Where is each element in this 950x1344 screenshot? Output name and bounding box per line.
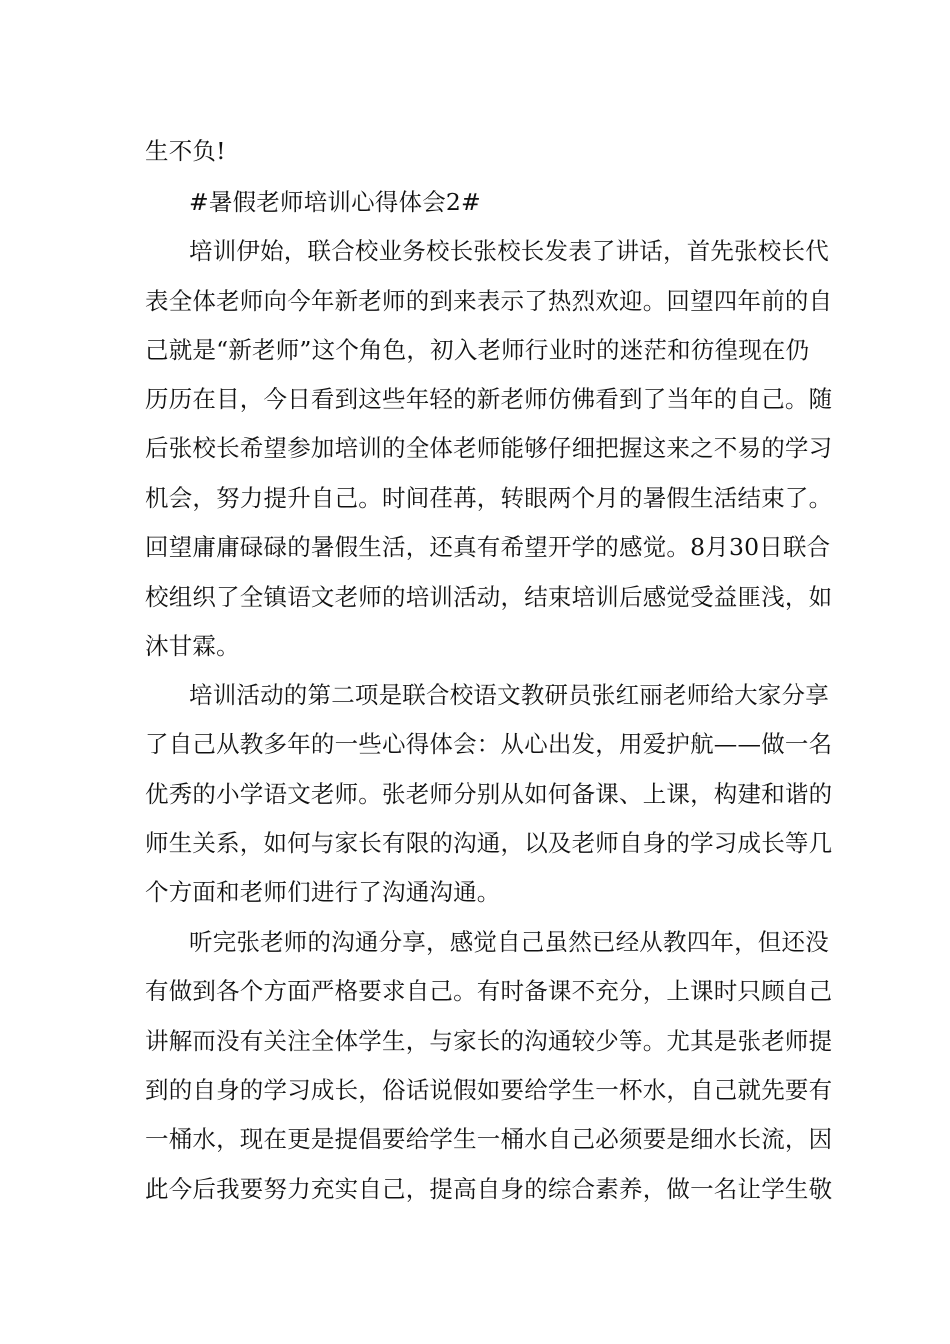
text-line: 机会，努力提升自己。时间荏苒，转眼两个月的暑假生活结束了。: [145, 484, 833, 512]
text-line: 历历在目，今日看到这些年轻的新老师仿佛看到了当年的自己。随: [145, 385, 833, 413]
text-line: 到的自身的学习成长，俗话说假如要给学生一杯水，自己就先要有: [145, 1076, 833, 1104]
text-line: 个方面和老师们进行了沟通沟通。: [145, 878, 501, 906]
text-line: 表全体老师向今年新老师的到来表示了热烈欢迎。回望四年前的自: [145, 287, 833, 315]
text-line: 沐甘霖。: [145, 632, 240, 660]
text-line: 有做到各个方面严格要求自己。有时备课不充分，上课时只顾自己: [145, 977, 833, 1005]
text-line: 一桶水，现在更是提倡要给学生一桶水自己必须要是细水长流，因: [145, 1125, 833, 1153]
text-line: 己就是“新老师”这个角色，初入老师行业时的迷茫和彷徨现在仍: [145, 336, 810, 364]
text-line: 优秀的小学语文老师。张老师分别从如何备课、上课，构建和谐的: [145, 780, 833, 808]
text-line: 师生关系，如何与家长有限的沟通，以及老师自身的学习成长等几: [145, 829, 833, 857]
text-line: 了自己从教多年的一些心得体会：从心出发，用爱护航——做一名: [145, 730, 833, 758]
text-line: 回望庸庸碌碌的暑假生活，还真有希望开学的感觉。8月30日联合: [145, 533, 831, 561]
text-line: 讲解而没有关注全体学生，与家长的沟通较少等。尤其是张老师提: [145, 1027, 833, 1055]
text-line: 校组织了全镇语文老师的培训活动，结束培训后感觉受益匪浅，如: [145, 583, 833, 611]
text-line: 此今后我要努力充实自己，提高自身的综合素养，做一名让学生敬: [145, 1175, 833, 1203]
text-line: 听完张老师的沟通分享，感觉自己虽然已经从教四年，但还没: [189, 928, 829, 956]
text-line: 生不负!: [145, 137, 226, 165]
text-line: 培训活动的第二项是联合校语文教研员张红丽老师给大家分享: [189, 681, 829, 709]
section-heading: #暑假老师培训心得体会2#: [189, 188, 481, 216]
text-line: 后张校长希望参加培训的全体老师能够仔细把握这来之不易的学习: [145, 434, 833, 462]
text-line: 培训伊始，联合校业务校长张校长发表了讲话，首先张校长代: [189, 237, 829, 265]
